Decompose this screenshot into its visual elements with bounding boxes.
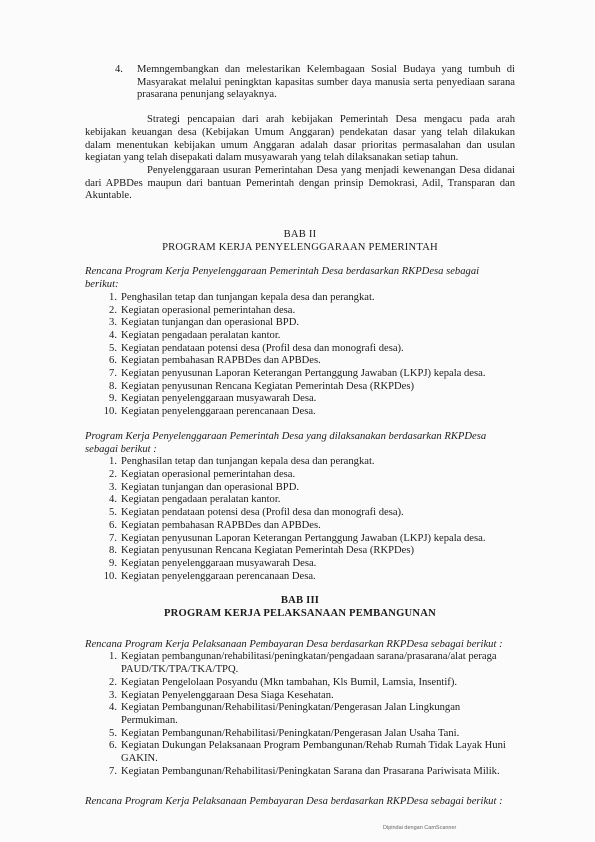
- bab3-intro-plan: Rencana Program Kerja Pelaksanaan Pembayaran Desa berdasarkan RKPDesa sebagai berikut :: [85, 638, 503, 650]
- list-item: 2. Kegiatan operasional pemerintahan desa.: [109, 468, 296, 480]
- page-content: [85, 64, 515, 809]
- item-text: Memngembangkan dan melestarikan Kelembagaan Sosial Budaya yang tumbuh di Masyarakat melalui peningktan kapasitas sumber daya manusia serta penyediaan sarana prasarana penunjang selayaknya.: [137, 64, 515, 101]
- list-item: 8. Kegiatan penyusunan Rencana Kegiatan Pemerintah Desa (RKPDes): [109, 380, 414, 392]
- bab2-title: PROGRAM KERJA PENYELENGGARAAN PEMERINTAH: [162, 241, 438, 253]
- bab3-label: BAB III: [280, 595, 320, 607]
- list-item: 9. Kegiatan penyelenggaraan musyawarah Desa.: [109, 393, 317, 405]
- bab2-plan-list: [85, 292, 515, 419]
- list-item: 6. Kegiatan Dukungan Pelaksanaan Program Pembangunan/Rehab Rumah Tidak Layak Huni GAKIN.: [109, 740, 506, 765]
- list-item: 7. Kegiatan Pembangunan/Rehabilitasi/Peningkatan Sarana dan Prasarana Pariwisata Milik.: [109, 765, 500, 777]
- list-item: 5. Kegiatan pendataan potensi desa (Profil desa dan monografi desa).: [109, 342, 404, 354]
- list-item: 2. Kegiatan Pengelolaan Posyandu (Mkn tambahan, Kls Bumil, Lamsia, Insentif).: [109, 676, 457, 688]
- list-item: 10. Kegiatan penyelenggaraan perencanaan Desa.: [103, 570, 316, 582]
- list-item: 4. Kegiatan pengadaan peralatan kantor.: [109, 329, 281, 341]
- list-item: 1. Penghasilan tetap dan tunjangan kepala desa dan perangkat.: [109, 291, 375, 303]
- bab3-plan-list: [85, 651, 515, 778]
- list-item: 1. Penghasilan tetap dan tunjangan kepala desa dan perangkat.: [109, 456, 375, 468]
- list-item: 5. Kegiatan pendataan potensi desa (Profil desa dan monografi desa).: [109, 507, 404, 519]
- strategy-paragraph: Strategi pencapaian dari arah kebijakan Pemerintah Desa mengacu pada arah kebijakan keuangan desa (Kebijakan Umum Anggaran) pendekatan dasar yang telah dilakukan dalam menentukan kebijakan umum Anggaran adalah dasar prioritas permasalahan dan usulan kegiatan yang telah disepakati dalam musyawarah yang telah dilaksanakan setiap tahun.: [85, 114, 515, 164]
- list-item: 3. Kegiatan tunjangan dan operasional BPD.: [109, 481, 299, 493]
- list-item: 1. Kegiatan pembangunan/rehabilitasi/peningkatan/pengadaan sarana/prasarana/alat peraga PAUD/TK/TPA/TKA/TPQ.: [109, 651, 497, 676]
- list-item: 8. Kegiatan penyusunan Rencana Kegiatan Pemerintah Desa (RKPDes): [109, 545, 414, 557]
- bab2-implemented-list: [85, 456, 515, 583]
- scanner-watermark: Dipindai dengan CamScanner: [383, 825, 457, 831]
- list-item: 4. Kegiatan Pembangunan/Rehabilitasi/Peningkatan/Pengerasan Jalan Lingkungan Permukiman.: [109, 702, 461, 726]
- list-item: 7. Kegiatan penyusunan Laporan Keterangan Pertanggung Jawaban (LKPJ) kepala desa.: [109, 532, 486, 544]
- list-item: 3. Kegiatan tunjangan dan operasional BPD.: [109, 317, 299, 329]
- bab2-intro-implemented: Program Kerja Penyelenggaraan Pemerintah Desa yang dilaksanakan berdasarkan RKPDesa sebagai berikut :: [85, 430, 487, 455]
- bab2-intro-plan: Rencana Program Kerja Penyelenggaraan Pemerintah Desa berdasarkan RKPDesa sebagai berikut:: [85, 266, 480, 291]
- list-item: 5. Kegiatan Pembangunan/Rehabilitasi/Peningkatan/Pengerasan Jalan Usaha Tani.: [109, 727, 460, 739]
- list-item: 4. Kegiatan pengadaan peralatan kantor.: [109, 494, 281, 506]
- item-number: 4.: [115, 64, 123, 75]
- funding-paragraph: Penyelenggaraan usuran Pemerintahan Desa yang menjadi kewenangan Desa didanai dari APBDes maupun dari bantuan Pemerintah dengan prinsip Demokrasi, Adil, Transparan dan Akuntable.: [85, 164, 515, 202]
- list-item: 7. Kegiatan penyusunan Laporan Keterangan Pertanggung Jawaban (LKPJ) kepala desa.: [109, 368, 486, 380]
- list-item: 6. Kegiatan pembahasan RAPBDes dan APBDes.: [109, 519, 321, 531]
- bab3-title: PROGRAM KERJA PELAKSANAAN PEMBANGUNAN: [164, 608, 436, 620]
- list-item: 6. Kegiatan pembahasan RAPBDes dan APBDes.: [109, 355, 321, 367]
- list-item: 9. Kegiatan penyelenggaraan musyawarah Desa.: [109, 557, 317, 569]
- list-item: 3. Kegiatan Penyelenggaraan Desa Siaga Kesehatan.: [109, 689, 334, 701]
- list-item: 2. Kegiatan operasional pemerintahan desa.: [109, 304, 296, 316]
- list-item: 10. Kegiatan penyelenggaraan perencanaan Desa.: [103, 406, 316, 418]
- bab2-label: BAB II: [283, 229, 317, 241]
- numbered-item-4: [85, 64, 515, 102]
- bab3-intro-second: Rencana Program Kerja Pelaksanaan Pembayaran Desa berdasarkan RKPDesa sebagai berikut :: [85, 796, 503, 808]
